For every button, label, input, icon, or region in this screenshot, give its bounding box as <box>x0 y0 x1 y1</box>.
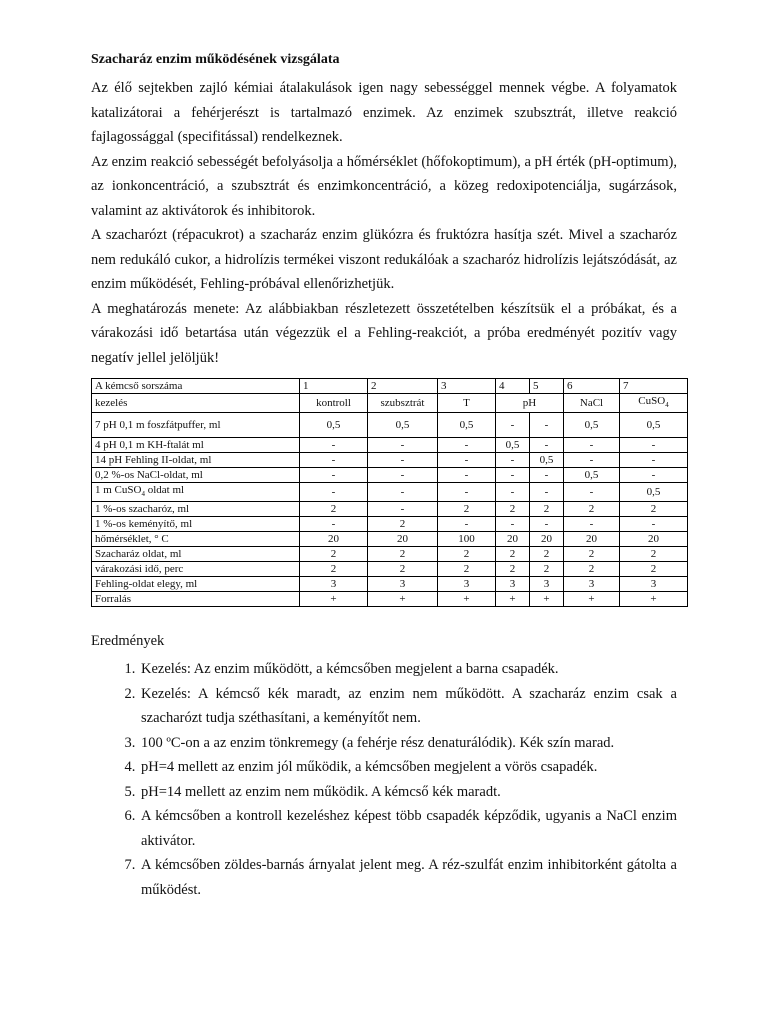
table-cell: - <box>564 453 620 468</box>
table-cell: 3 <box>530 577 564 592</box>
table-cell: 2 <box>368 547 438 562</box>
table-cell: 20 <box>564 532 620 547</box>
table-cell: 2 <box>496 547 530 562</box>
row-label: 1 %-os keményítő, ml <box>92 517 300 532</box>
row-label: Fehling-oldat elegy, ml <box>92 577 300 592</box>
treatment-cell: T <box>438 394 496 413</box>
row-label: hőmérséklet, ° C <box>92 532 300 547</box>
table-cell: 3 <box>620 577 688 592</box>
table-cell: - <box>530 468 564 483</box>
result-item: 1. Kezelés: Az enzim működött, a kémcsőben megjelent a barna csapadék. <box>139 657 677 682</box>
result-item: 7. A kémcsőben zöldes-barnás árnyalat jelent meg. A réz-szulfát enzim inhibitorként gátolta a működést. <box>139 853 677 902</box>
table-cell: 2 <box>620 502 688 517</box>
table-cell: 20 <box>530 532 564 547</box>
table-cell: 2 <box>438 547 496 562</box>
table-cell: - <box>438 438 496 453</box>
table-cell: 0,5 <box>564 413 620 438</box>
paragraph-factors: Az enzim reakció sebességét befolyásolja a hőmérséklet (hőfokoptimum), a pH érték (pH-optimum), az ionkoncentráció, a szubsztrát és enzimkoncentráció, a közeg redoxipotenciálja, sugárzások, valamint az aktivátorok és inhibitorok. <box>91 153 677 219</box>
tube-number: 3 <box>438 379 496 394</box>
table-cell: + <box>438 592 496 607</box>
table-cell: 2 <box>496 562 530 577</box>
table-cell: 20 <box>368 532 438 547</box>
table-row-treatments <box>92 394 688 413</box>
table-cell: - <box>620 453 688 468</box>
table-cell: 0,5 <box>438 413 496 438</box>
table-cell: 2 <box>300 547 368 562</box>
table-cell: 2 <box>530 547 564 562</box>
table-header-label: A kémcső sorszáma <box>92 379 300 394</box>
treatment-cell <box>620 394 688 413</box>
table-row <box>92 438 688 453</box>
table-cell: - <box>368 438 438 453</box>
table-row <box>92 483 688 502</box>
row-label-sub: 4 <box>141 490 145 499</box>
result-item: 3. 100 ºC-on a az enzim tönkremegy (a fehérje rész denaturálódik). Kék szín marad. <box>139 731 677 756</box>
document-content <box>91 50 677 902</box>
table-row <box>92 532 688 547</box>
table-cell: 2 <box>496 502 530 517</box>
treatment-cuso-text: CuSO <box>638 395 666 407</box>
table-cell: 3 <box>368 577 438 592</box>
table-row <box>92 517 688 532</box>
table-cell: 2 <box>438 562 496 577</box>
table-cell: - <box>564 483 620 502</box>
table-cell: 2 <box>564 547 620 562</box>
row-label: Forralás <box>92 592 300 607</box>
table-row <box>92 592 688 607</box>
table-row-numbers <box>92 379 688 394</box>
table-cell: - <box>530 483 564 502</box>
treatment-cell: NaCl <box>564 394 620 413</box>
table-cell: - <box>496 413 530 438</box>
table-cell: + <box>368 592 438 607</box>
paragraph-procedure: A meghatározás menete: Az alábbiakban részletezett összetételben készítsük el a próbákat, és a várakozási idő betartása után végezzük el a Fehling-reakciót, a próba eredményét pozitív vagy negatív jellel jelöljük! <box>91 300 677 366</box>
result-item: 4. pH=4 mellett az enzim jól működik, a kémcsőben megjelent a vörös csapadék. <box>139 755 677 780</box>
experiment-table <box>91 378 688 607</box>
treatment-cell: pH <box>496 394 564 413</box>
table-cell: 2 <box>620 547 688 562</box>
table-cell: - <box>620 438 688 453</box>
table-cell: 0,5 <box>620 483 688 502</box>
table-cell: - <box>438 483 496 502</box>
table-cell: - <box>300 438 368 453</box>
table-cell: 0,5 <box>530 453 564 468</box>
table-cell: 0,5 <box>300 413 368 438</box>
tube-number: 2 <box>368 379 438 394</box>
table-cell: 2 <box>530 502 564 517</box>
results-title: Eredmények <box>91 633 165 650</box>
table-cell: 0,5 <box>368 413 438 438</box>
result-item: 6. A kémcsőben a kontroll kezeléshez képest több csapadék képződik, ugyanis a NaCl enzim aktivátor. <box>139 804 677 853</box>
table-cell: - <box>438 453 496 468</box>
table-cell: 2 <box>564 502 620 517</box>
table-cell: - <box>300 468 368 483</box>
tube-number: 5 <box>530 379 564 394</box>
row-label: 4 pH 0,1 m KH-ftalát ml <box>92 438 300 453</box>
table-cell: 3 <box>564 577 620 592</box>
table-cell: - <box>620 468 688 483</box>
table-cell: 20 <box>620 532 688 547</box>
treatment-cell: szubsztrát <box>368 394 438 413</box>
table-cell: + <box>620 592 688 607</box>
result-item: 5. pH=14 mellett az enzim nem működik. A kémcső kék maradt. <box>139 780 677 805</box>
table-cell: 20 <box>300 532 368 547</box>
table-cell: 2 <box>564 562 620 577</box>
table-cell: 3 <box>300 577 368 592</box>
table-cell: 0,5 <box>620 413 688 438</box>
table-cell: 2 <box>368 562 438 577</box>
row-label-text: 1 m CuSO <box>95 484 142 497</box>
table-cell: - <box>368 483 438 502</box>
table-cell: - <box>530 438 564 453</box>
table-row <box>92 502 688 517</box>
table-cell: - <box>496 483 530 502</box>
table-cell: 0,5 <box>496 438 530 453</box>
table-row <box>92 453 688 468</box>
table-cell: 2 <box>300 562 368 577</box>
table-cell: + <box>496 592 530 607</box>
table-cell: 0,5 <box>564 468 620 483</box>
result-item: 2. Kezelés: A kémcső kék maradt, az enzim nem működött. A szacharáz enzim csak a szacharózt tudja széthasítani, a keményítőt nem. <box>139 682 677 731</box>
table-cell: - <box>368 468 438 483</box>
table-cell: 2 <box>530 562 564 577</box>
table-cell: - <box>300 453 368 468</box>
tube-number: 7 <box>620 379 688 394</box>
table-cell: 3 <box>438 577 496 592</box>
results-list <box>91 657 677 902</box>
row-label: várakozási idő, perc <box>92 562 300 577</box>
row-label: 0,2 %-os NaCl-oldat, ml <box>92 468 300 483</box>
row-label-text: oldat ml <box>144 484 185 497</box>
table-cell: + <box>564 592 620 607</box>
table-cell: 2 <box>300 502 368 517</box>
paragraph-intro: Az élő sejtekben zajló kémiai átalakulások igen nagy sebességgel mennek végbe. A folyamatok katalizátorai a fehérjerészt is tartalmazó enzimek. Az enzimek szubsztrát, illetve reakció fajlagossággal (specifitással) rendelkeznek. <box>91 80 677 145</box>
table-row <box>92 547 688 562</box>
table-cell: 20 <box>496 532 530 547</box>
treatment-cell: kontroll <box>300 394 368 413</box>
treatment-cuso-sub: 4 <box>665 401 669 410</box>
table-cell: - <box>564 517 620 532</box>
table-cell: 2 <box>438 502 496 517</box>
tube-number: 4 <box>496 379 530 394</box>
row-label: 7 pH 0,1 m foszfátpuffer, ml <box>92 413 300 438</box>
table-cell: 2 <box>620 562 688 577</box>
table-cell: - <box>300 517 368 532</box>
table-cell: - <box>564 438 620 453</box>
row-label: 1 %-os szacharóz, ml <box>92 502 300 517</box>
table-cell: + <box>300 592 368 607</box>
table-cell: - <box>368 502 438 517</box>
table-cell: 2 <box>368 517 438 532</box>
table-cell: 100 <box>438 532 496 547</box>
table-cell: - <box>530 413 564 438</box>
tube-number: 1 <box>300 379 368 394</box>
table-row <box>92 413 688 438</box>
table-cell: - <box>368 453 438 468</box>
table-row <box>92 577 688 592</box>
table-cell: - <box>300 483 368 502</box>
tube-number: 6 <box>564 379 620 394</box>
table-cell: + <box>530 592 564 607</box>
row-label <box>92 483 300 502</box>
row-label: 14 pH Fehling II-oldat, ml <box>92 453 300 468</box>
treatment-label: kezelés <box>92 394 300 413</box>
row-label: Szacharáz oldat, ml <box>92 547 300 562</box>
table-cell: - <box>496 453 530 468</box>
table-cell: - <box>620 517 688 532</box>
document-title: Szacharáz enzim működésének vizsgálata <box>91 52 340 67</box>
table-cell: - <box>496 517 530 532</box>
paragraph-sucrose: A szacharózt (répacukrot) a szacharáz enzim glükózra és fruktózra hasítja szét. Mivel a szacharóz nem redukáló cukor, a hidrolízis termékei viszont redukálóak a szacharóz hidrolízis lejátszódását, az enzim működését, Fehling-próbával ellenőrizhetjük. <box>91 227 677 292</box>
table-cell: - <box>496 468 530 483</box>
table-row <box>92 468 688 483</box>
table-cell: - <box>438 468 496 483</box>
table-cell: - <box>530 517 564 532</box>
table-row <box>92 562 688 577</box>
table-cell: - <box>438 517 496 532</box>
table-cell: 3 <box>496 577 530 592</box>
